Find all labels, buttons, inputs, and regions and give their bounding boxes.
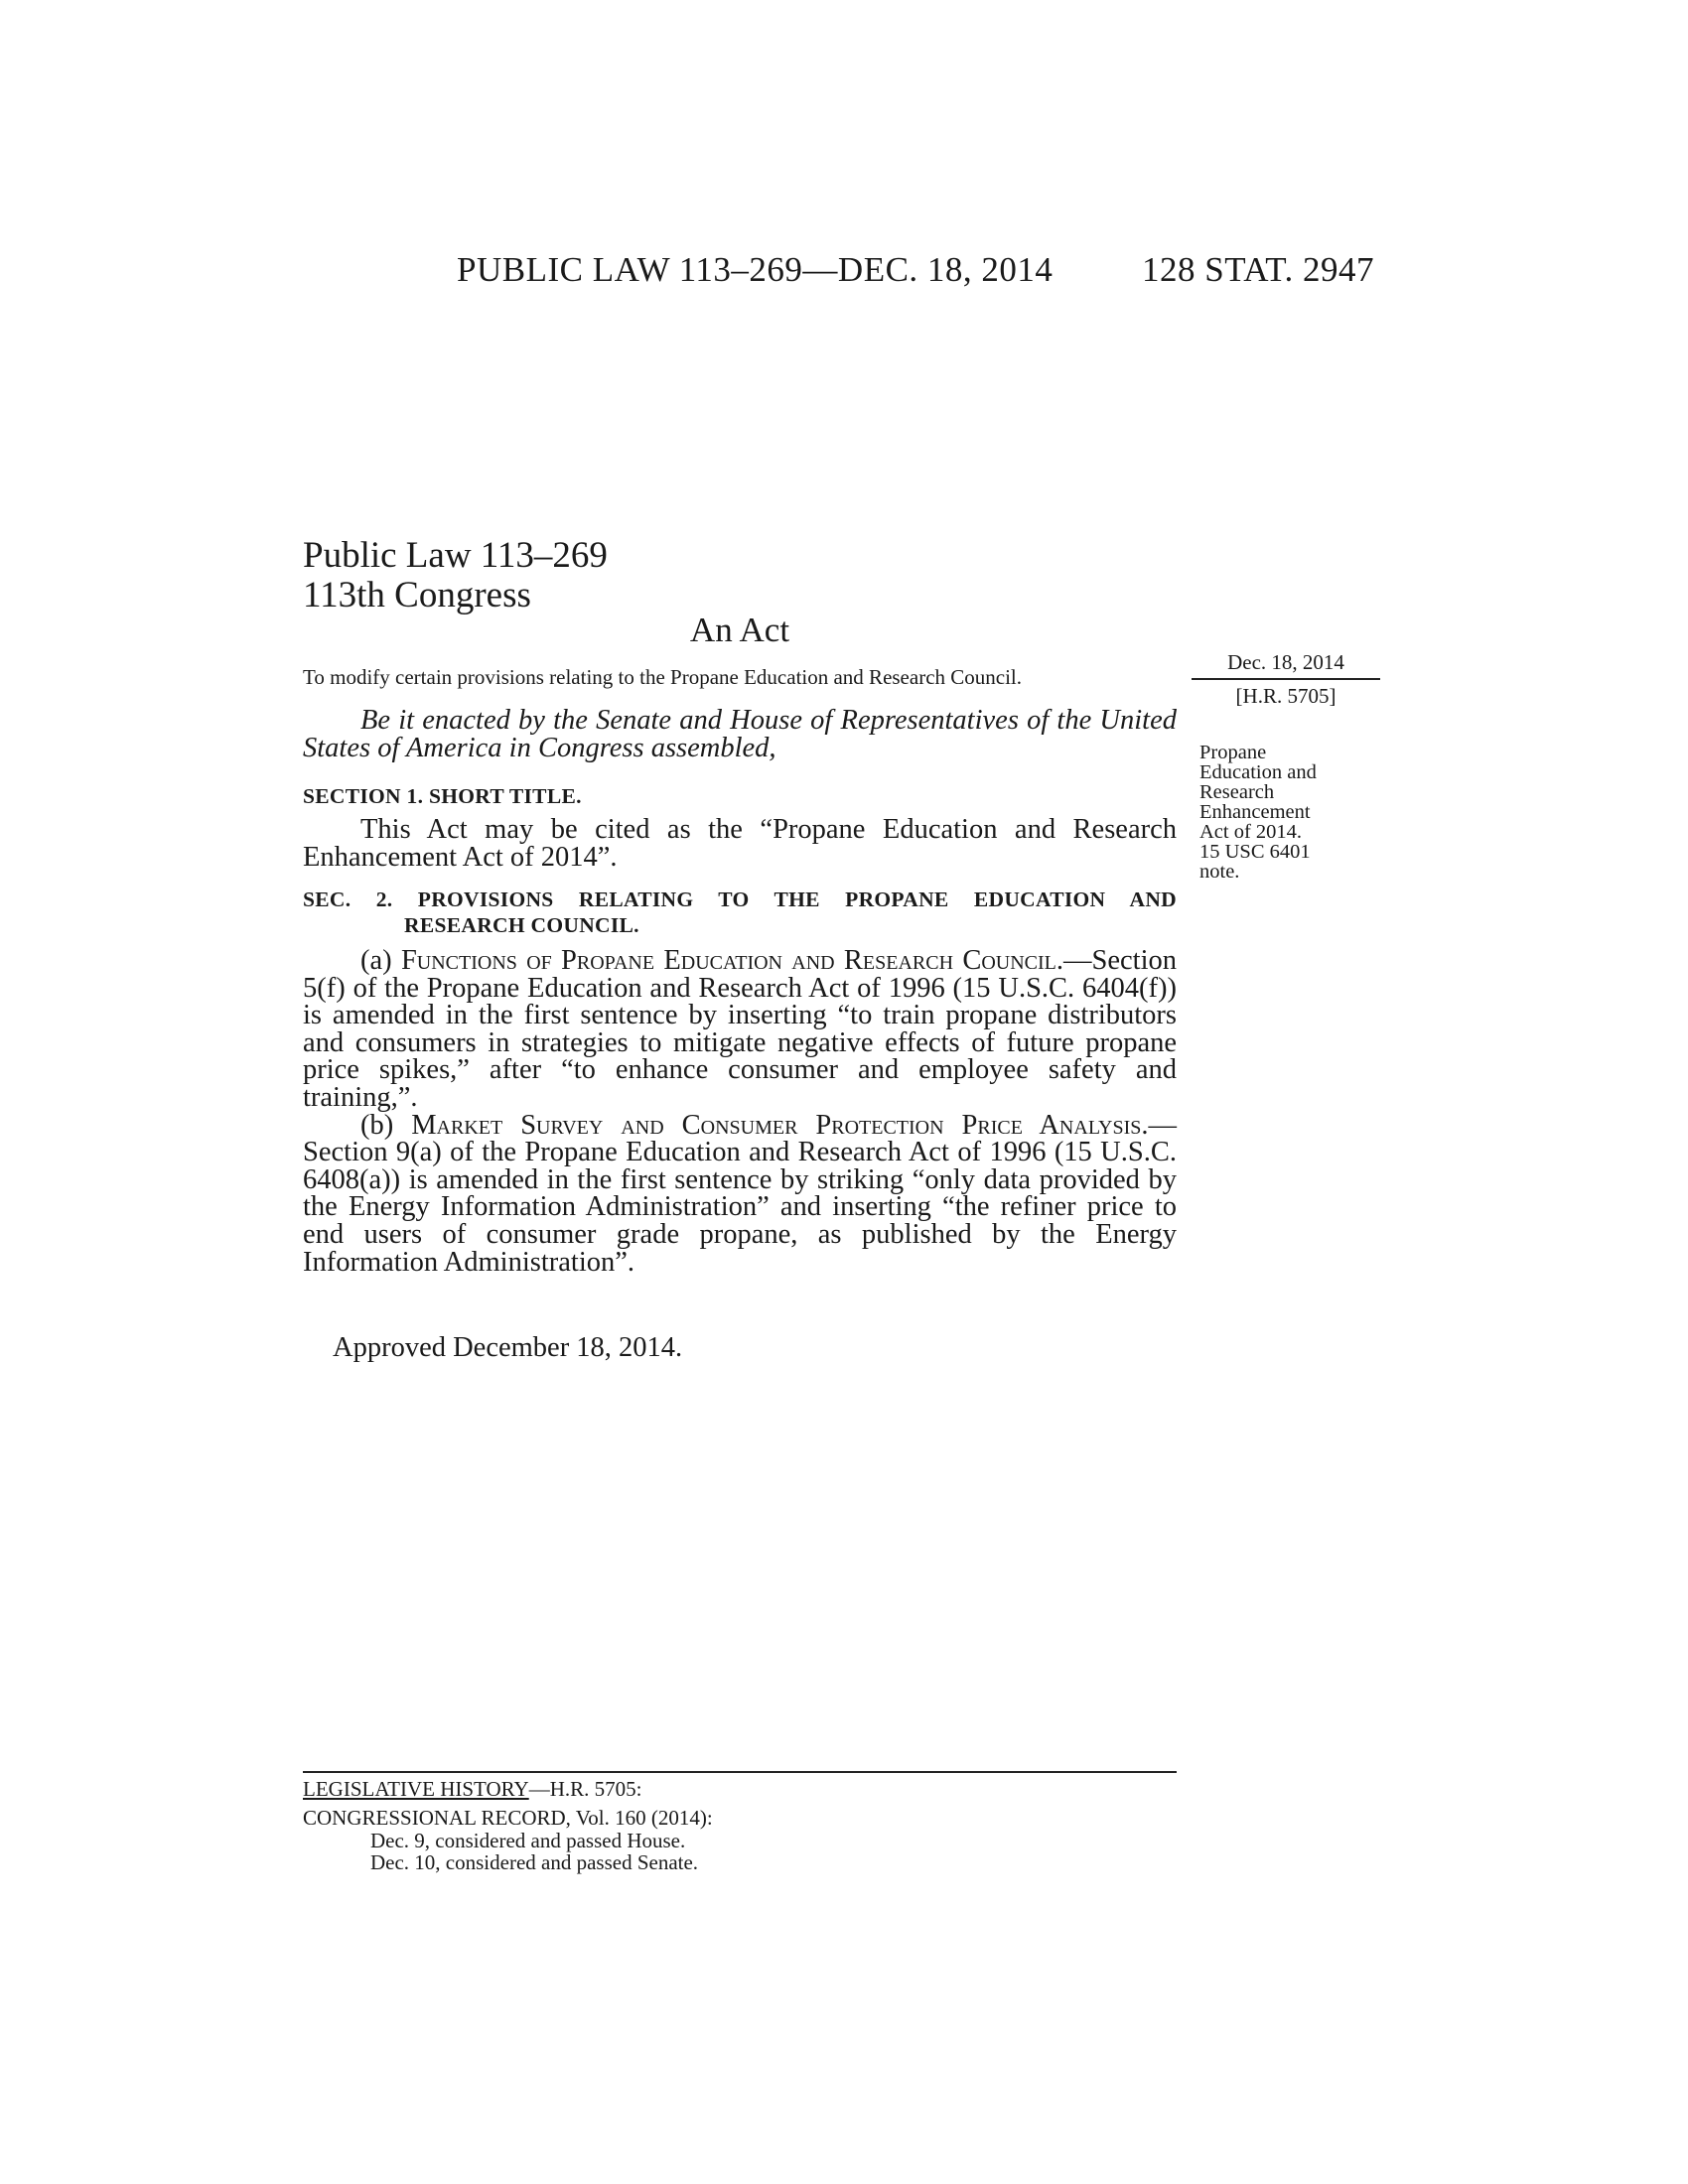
section-2-body — [303, 947, 1177, 1276]
house-passage-line: Dec. 9, considered and passed House. — [370, 1829, 686, 1852]
margin-bill-number: [H.R. 5705] — [1235, 684, 1336, 708]
margin-note-line: Act of 2014. — [1199, 821, 1303, 843]
margin-note — [1199, 743, 1358, 882]
margin-note-line: Enhancement — [1199, 801, 1311, 823]
margin-date: Dec. 18, 2014 — [1227, 650, 1344, 674]
section-2-heading-line1: SEC. 2. PROVISIONS RELATING TO THE PROPANE EDUCATION AND — [303, 887, 1177, 911]
subsection-b-marker: (b) — [360, 1109, 394, 1141]
subsection-a-heading: Functions of Propane Education and Research Council. — [400, 945, 1064, 976]
subsection-a-marker: (a) — [360, 945, 392, 976]
subsection-b-text: —Section 9(a) of the Propane Education and Research Act of 1996 (15 U.S.C. 6408(a)) is amended in the first sentence by striking “only data provided by the Energy Information Administration” and inserting “the refiner price to end users of consumer grade propane, as published by the Energy Information Administration”. — [303, 1109, 1178, 1278]
subsection-b-heading: Market Survey and Consumer Protection Price Analysis. — [411, 1109, 1149, 1141]
act-heading: An Act — [689, 611, 790, 649]
enacting-clause: Be it enacted by the Senate and House of Representatives of the United States of America in Congress assembled, — [303, 705, 1177, 763]
legislative-history-label: LEGISLATIVE HISTORY — [303, 1777, 529, 1801]
subsection-a-text: —Section 5(f) of the Propane Education and Research Act of 1996 (15 U.S.C. 6404(f)) is amended in the first sentence by inserting “to train propane distributors and consumers in strategies to mitigate negative effects of future propane price spikes,” after “to enhance consumer and employee safety and training,”. — [303, 945, 1178, 1113]
approval-date: Approved December 18, 2014. — [333, 1332, 683, 1363]
margin-note-line: 15 USC 6401 — [1199, 841, 1311, 863]
congress-label: 113th Congress — [303, 575, 531, 615]
subsection-a — [303, 947, 1177, 1112]
running-header-title: PUBLIC LAW 113–269—DEC. 18, 2014 — [457, 250, 1054, 289]
section-1-heading: SECTION 1. SHORT TITLE. — [303, 784, 582, 808]
subsection-b — [303, 1109, 1178, 1278]
footer-divider — [303, 1771, 1177, 1773]
act-purpose: To modify certain provisions relating to the Propane Education and Research Council. — [303, 665, 1023, 689]
congressional-record-line: CONGRESSIONAL RECORD, Vol. 160 (2014): — [303, 1806, 713, 1830]
section-2-heading — [303, 887, 1177, 938]
section-2-heading-line2: RESEARCH COUNCIL. — [404, 913, 639, 937]
margin-note-line: Education and — [1199, 761, 1317, 783]
margin-note-line: Research — [1199, 781, 1275, 803]
section-1-text: This Act may be cited as the “Propane Education and Research Enhancement Act of 2014”. — [303, 814, 1177, 873]
legislative-history-heading — [303, 1778, 641, 1800]
margin-note-line: note. — [1199, 861, 1240, 883]
statute-page-number: 128 STAT. 2947 — [1142, 250, 1374, 289]
margin-divider — [1192, 678, 1380, 680]
senate-passage-line: Dec. 10, considered and passed Senate. — [370, 1850, 699, 1874]
margin-note-line: Propane — [1199, 742, 1267, 763]
public-law-number: Public Law 113–269 — [303, 535, 608, 576]
legislative-history-bill: —H.R. 5705: — [528, 1777, 642, 1801]
